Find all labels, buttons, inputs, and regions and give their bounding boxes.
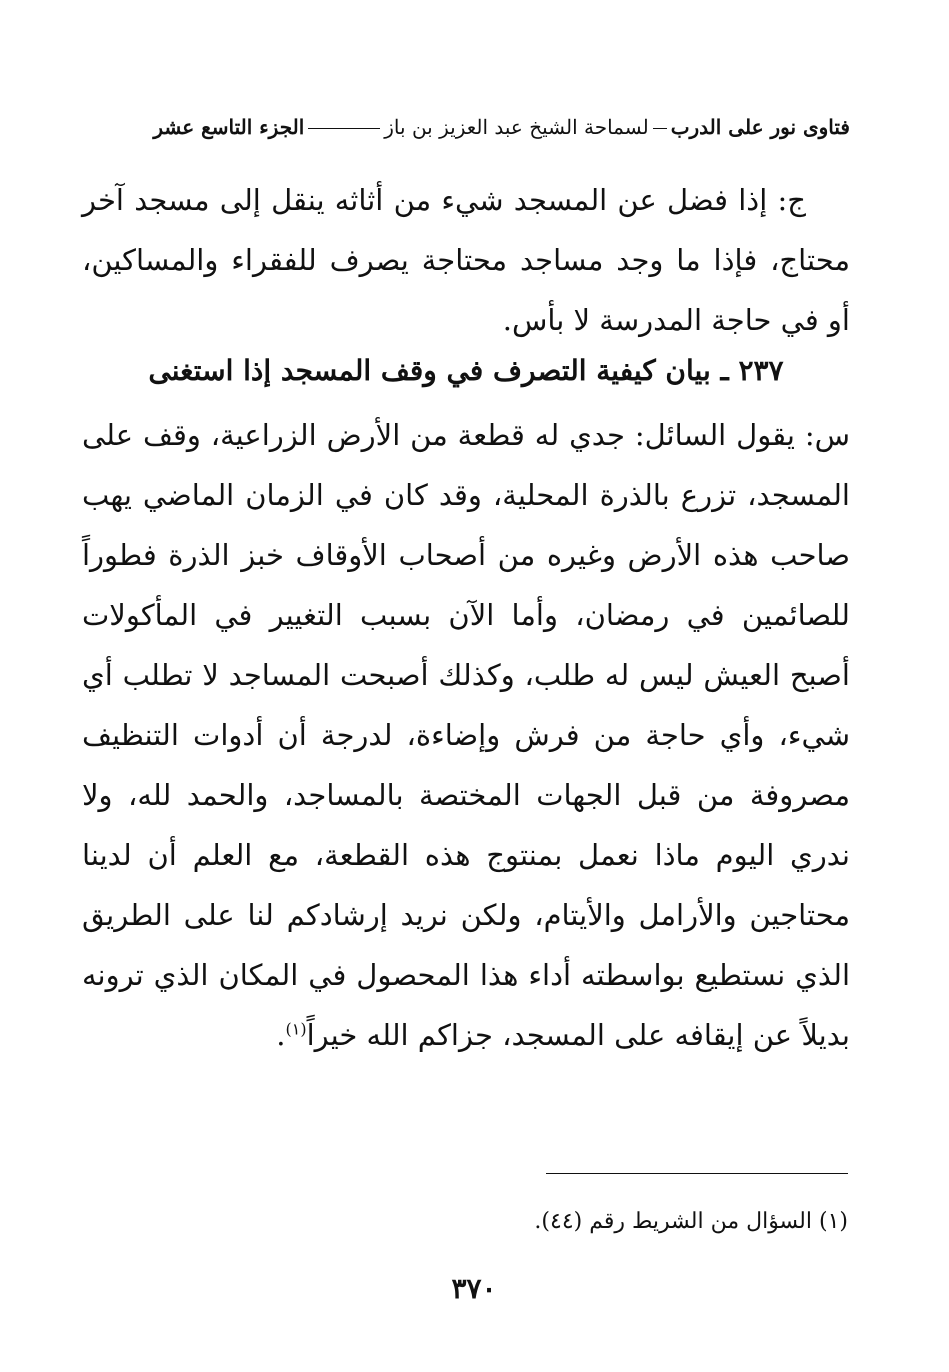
footnote-separator xyxy=(546,1173,848,1174)
footnote: (١) السؤال من الشريط رقم (٤٤). xyxy=(534,1209,848,1234)
question-text: يقول السائل: جدي له قطعة من الأرض الزراعية، وقف على المسجد، تزرع بالذرة المحلية، وقد كان في الزمان الماضي يهب صاحب هذه الأرض وغيره من أصحاب الأوقاف خبز الذرة فطوراً للصائمين في رمضان، وأما الآن بسبب التغيير في المأكولات أصبح العيش ليس له طلب، وكذلك أصبحت المساجد لا تطلب أي شيء، وأي حاجة من فرش وإضاءة، لدرجة أن أدوات التنظيف مصروفة من قبل الجهات المختصة بالمساجد، والحمد لله، ولا ندري اليوم ماذا نعمل بمنتوج هذه القطعة، مع العلم أن لدينا محتاجين والأرامل والأيتام، ولكن نريد إرشادكم لنا على الطريق الذي نستطيع بواسطته أداء هذا المحصول في المكان الذي ترونه بديلاً عن إيقافه على المسجد، جزاكم الله خيراً xyxy=(82,418,850,1052)
book-title: فتاوى نور على الدرب xyxy=(670,115,850,139)
question-label: س: xyxy=(804,418,850,452)
author-name: لسماحة الشيخ عبد العزيز بن باز xyxy=(384,115,649,139)
answer-label: ج: xyxy=(777,183,807,217)
fatwa-heading: ٢٣٧ ـ بيان كيفية التصرف في وقف المسجد إذا استغنى xyxy=(148,354,784,387)
question-paragraph xyxy=(82,405,850,1065)
question-end-punct: . xyxy=(276,1018,286,1052)
running-header xyxy=(100,112,850,142)
header-rule xyxy=(308,128,380,129)
footnote-marker: (١) xyxy=(285,1019,307,1039)
answer-text: إذا فضل عن المسجد شيء من أثاثه ينقل إلى مسجد آخر محتاج، فإذا ما وجد مساجد محتاجة يصرف للفقراء والمساكين، أو في حاجة المدرسة لا بأس. xyxy=(82,183,850,337)
header-dash xyxy=(653,128,667,129)
volume-label: الجزء التاسع عشر xyxy=(153,115,305,139)
answer-paragraph xyxy=(82,170,850,350)
page-number: ٣٧٠ xyxy=(451,1272,497,1305)
